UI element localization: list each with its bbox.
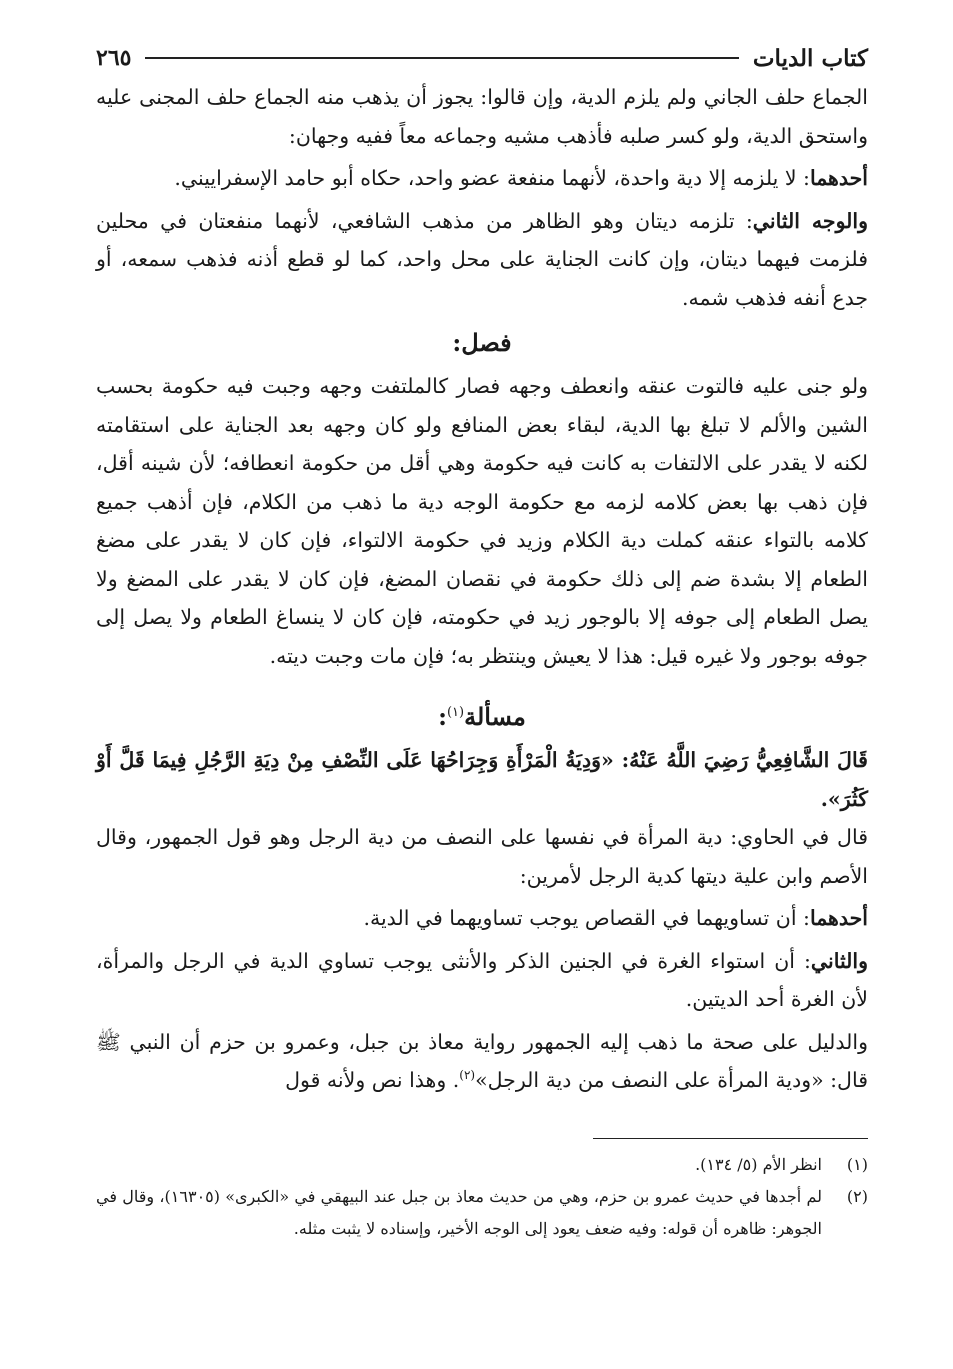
footnote [96,1149,868,1181]
paragraph-text: والدليل على صحة ما ذهب إليه الجمهور رواية معاذ بن جبل، وعمرو بن حزم أن النبي ﷺ قال: «ودية المرأة على النصف من دية الرجل» [96,1029,868,1092]
paragraph [96,942,868,1019]
body-text [96,78,868,1100]
paragraph [96,899,868,938]
paragraph-lead: والثاني [810,948,868,973]
heading-colon: : [438,702,447,731]
paragraph-lead: أحدهما [809,166,868,190]
footnote-number: (٢) [846,1186,868,1206]
shafii-quote: قَالَ الشَّافِعِيُّ رَضِيَ اللَّهُ عَنْهُ: «وَدِيَةُ الْمَرْأَةِ وَجِرَاحُهَا عَلَى النِّصْفِ مِنْ دِيَةِ الرَّجُلِ فِيمَا قَلَّ أَوْ كَثُرَ». [96,748,868,811]
paragraph [96,1023,868,1100]
paragraph [96,202,868,318]
paragraph-text: : أن استواء الغرة في الجنين الذكر والأنثى يوجب تساوي الدية في الرجل والمرأة، لأن الغرة أحد الديتين. [96,948,868,1011]
footnote-number: (١) [846,1154,868,1174]
paragraph-lead: أحدهما [809,906,868,930]
footnote [96,1181,868,1245]
paragraph-text: : تلزمه ديتان وهو الظاهر من مذهب الشافعي، لأنهما منفعتان في محلين فلزمت فيهما ديتان، وإن كانت الجناية على محل واحد، كما لو قطع أذنه فذهب سمعه، أو جدع أنفه فذهب شمه. [96,208,868,310]
chapter-title: كتاب الديات [752,44,868,72]
running-header [96,38,868,78]
footnote-text: لم أجدها في حديث عمرو بن حزم، وهي من حديث معاذ بن جبل عند البيهقي في «الكبرى» (١٦٣٠٥)، وقال في الجوهر: ظاهره أن قوله: وفيه ضعف يعود إلى الوجه الأخير، وإسناده لا يثبت مثله. [96,1186,823,1238]
section-heading-fasl: فصل: [452,328,512,357]
paragraph-text: . وهذا نص ولأنه قول [285,1068,460,1092]
paragraph: ولو جنى عليه فالتوت عنقه وانعطف وجهه فصار كالملتفت وجهه وجبت فيه حكومة بحسب الشين والألم لا تبلغ بها الدية، لبقاء بعض المنافع ولو كان وجهه بعد الجناية على استقامته لكنه لا يقدر على الالتفات به كانت فيه حكومة وهي أقل من حكومة انعطافه؛ لأن شينه أقل، فإن ذهب بها بعض كلامه لزمه مع حكومة الوجه دية ما ذهب من الكلام، فإن أذهب جميع كلامه بالتواء عنقه كملت دية الكلام وزيد في حكومة الالتواء، فإن كان لا يقدر على مضغ الطعام إلا بشدة ضم إلى ذلك حكومة في نقصان المضغ، فإن كان لا يقدر على المضغ ولا يصل الطعام إلى جوفه إلا بالوجور زيد في حكومته، فإن كان لا ينساغ الطعام ولا يصل إلى جوفه بوجور ولا غيره قيل: هذا لا يعيش وينتظر به؛ فإن مات وجبت ديته. [96,374,868,668]
header-rule [145,57,738,59]
paragraph-text: : أن تساويهما في القصاص يوجب تساويهما في الدية. [363,906,810,930]
footnote-rule [593,1138,868,1139]
page [96,38,868,1245]
footnote-ref: (٢) [459,1068,476,1083]
paragraph [96,159,868,198]
paragraph: قال في الحاوي: دية المرأة في نفسها على النصف من دية الرجل وهو قول الجمهور، وقال الأصم وابن علية ديتها كدية الرجل لأمرين: [96,825,868,888]
footnotes [96,1149,868,1245]
footnote-ref: (١) [446,705,465,720]
paragraph: الجماع حلف الجاني ولم يلزم الدية، وإن قالوا: يجوز أن يذهب منه الجماع حلف المجنى عليه واستحق الدية، ولو كسر صلبه فأذهب مشيه وجماعه معاً ففيه وجهان: [96,85,868,148]
paragraph-lead: والوجه الثاني [752,208,868,233]
paragraph-text: : لا يلزمه إلا دية واحدة، لأنهما منفعة عضو واحد، حكاه أبو حامد الإسفراييني. [174,166,810,190]
footnote-text: انظر الأم (٥/ ١٣٤). [695,1154,822,1174]
heading-text: مسألة [464,702,526,731]
page-number: ٢٦٥ [96,45,132,71]
section-heading-masala [96,691,868,739]
